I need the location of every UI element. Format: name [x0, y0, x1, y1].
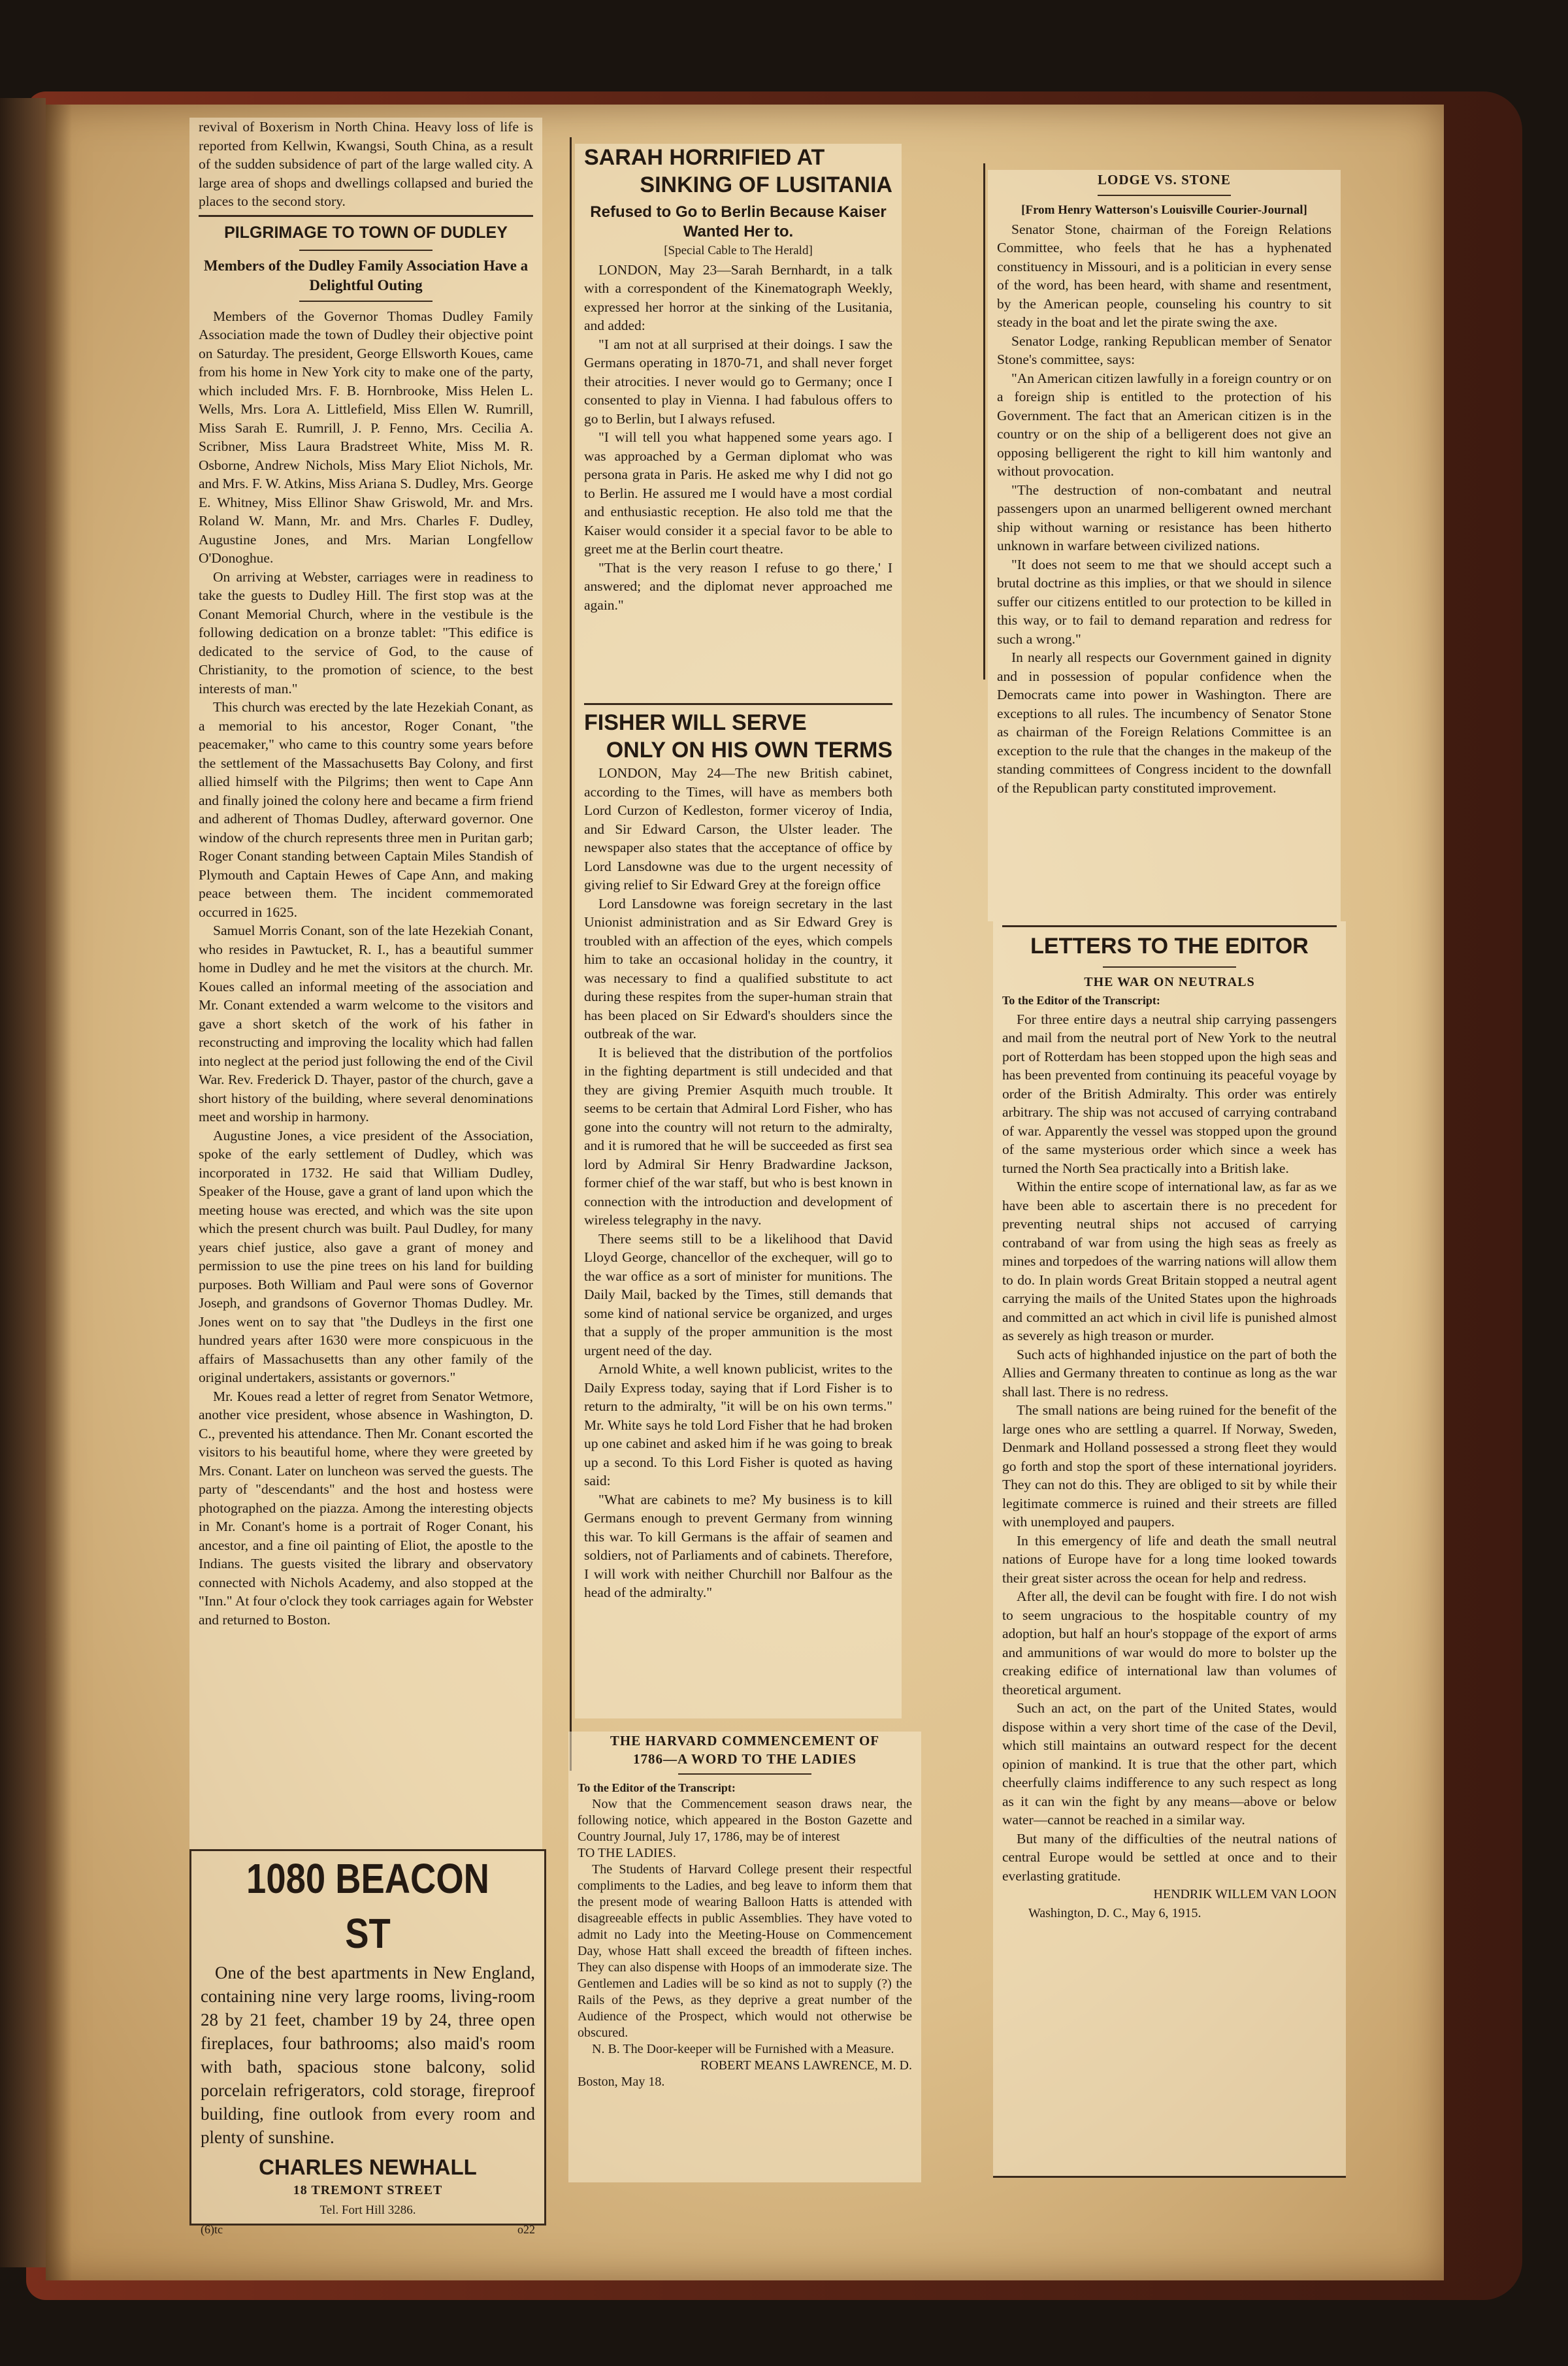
divider: [678, 1773, 812, 1775]
paragraph: "That is the very reason I refuse to go there,' I answered; and the diplomat never approached me again.": [584, 559, 892, 613]
paragraph: "An American citizen lawfully in a foreign country or on a foreign ship is entitled to the protection of his Government. The fact that an American citizen is in the country or on the ship of a belligerent does not give an opposing belligerent the right to kill him wantonly and without provocation.: [997, 370, 1331, 479]
ad-headline: 1080 BEACON ST: [246, 1855, 489, 1957]
divider: [299, 301, 433, 302]
paragraph: TO THE LADIES.: [578, 1846, 676, 1860]
ad-address: 18 TREMONT STREET: [293, 2183, 443, 2197]
headline-harvard-2: 1786—A WORD TO THE LADIES: [632, 1751, 857, 1767]
subhead-letters: THE WAR ON NEUTRALS: [1084, 975, 1255, 989]
divider: [1098, 195, 1232, 196]
column-text: [575, 144, 902, 614]
clipping-dudley: [189, 118, 542, 1849]
top-fragment: revival of Boxerism in North China. Heavy loss of life is reported from Kellwin, Kwangsi, South China, as a result of the sudden subsidence of part of the large walled city. A large area of shops and dwellings collapsed and buried the places to the second story.: [199, 119, 533, 209]
paragraph: "It does not seem to me that we should accept such a brutal doctrine as this implies, or that we should in silence suffer our citizens entitled to our protection to be killed in this way, or to fail to demand reparation and redress for such a wrong.": [997, 556, 1331, 647]
paragraph: The small nations are being ruined for the benefit of the large ones who are settling a quarrel. If Norway, Sweden, Denmark and Holland possessed a strong fleet they would go forth and stop the sport of these international joyriders. They can not do this. They are obliged to sit by while their legitimate commerce is ruined and their streets are filled with unemployed and paupers.: [1002, 1402, 1337, 1530]
column-text: [189, 118, 542, 1629]
ad-body: One of the best apartments in New England, containing nine very large rooms, living-room 28 by 21 feet, chamber 19 by 24, three open fireplaces, four bathrooms; also maid's room with bath, spacious stone balcony, solid porcelain refrigerators, cold storage, fireproof building, fine outlook from every room and plenty of sunshine.: [201, 1963, 535, 2147]
paragraph: The Students of Harvard College present their respectful compliments to the Ladies, and beg leave to inform them that the present mode of wearing Balloon Hatts is attended with disagreeable effects in public Assemblies. They have voted to admit no Lady into the Meeting-House on Commencement Day, whose Hatt shall exceed the breadth of fifteen inches. They can also dispense with Hoops of an immoderate size. The Gentlemen and Ladies will be so kind as not to supply (?) the Rails of the Pews, as they deprive a great number of the Audience of the Prospect, which would not otherwise be obscured.: [578, 1862, 912, 2040]
paragraph: Senator Lodge, ranking Republican member of Senator Stone's committee, says:: [997, 333, 1331, 367]
paragraph: Now that the Commencement season draws near, the following notice, which appeared in the Boston Gazette and Country Journal, July 17, 1786, may be of interest: [578, 1797, 912, 1844]
credit-sarah: [Special Cable to The Herald]: [664, 244, 813, 257]
paragraph: Samuel Morris Conant, son of the late Hezekiah Conant, who resides in Pawtucket, R. I., has a beautiful summer home in Dudley and he met the visitors at the church. Mr. Koues called an informal meeting of the association and Mr. Conant extended a warm welcome to the visitors and gave a short sketch of the work of his father in reconstructing and improving the locality which had fallen into neglect at the period just following the end of the Civil War. Rev. Frederick D. Thayer, pastor of the church, gave a short history of the building, where several denominations meet and worship in harmony.: [199, 923, 533, 1125]
headline-sarah-2: SINKING OF LUSITANIA: [640, 173, 892, 197]
headline-sarah-1: SARAH HORRIFIED AT: [584, 145, 825, 170]
letter-salutation: To the Editor of the Transcript:: [1002, 994, 1160, 1007]
paragraph: Augustine Jones, a vice president of the Association, spoke of the early settlement of Dudley, which was incorporated in 1732. He said that William Dudley, Speaker of the House, gave a grant of land upon which the meeting house was erected, and which was the site upon which the present church was built. Paul Dudley, for many years chief justice, also gave a grant of money and permission to use the pine trees on his land for building purposes. Both William and Paul were sons of Governor Joseph, and grandsons of Governor Thomas Dudley. Mr. Jones went on to say that "the Dudleys in the first one hundred years after 1630 were more conspicuous in the affairs of Massachusetts than any other family of the original undertakers, assistants or governors.": [199, 1127, 533, 1385]
headline-dudley: PILGRIMAGE TO TOWN OF DUDLEY: [224, 223, 508, 242]
column-text: [568, 1732, 921, 2090]
paragraph: "I will tell you what happened some years ago. I was approached by a German diplomat who was persona grata in Paris. He asked me why I did not go to Berlin. He assured me I would have a most cordial and enthusiastic reception. He also told me that the Kaiser would consider it a special favor to be able to greet me at the Berlin court theatre.: [584, 429, 892, 557]
paragraph: After all, the devil can be fought with fire. I do not wish to seem ungracious to the hospitable country of my adoption, but half an hour's stoppage of the export of arms and ammunitions of war would do more to bolster up the creaking edifice of international law than volumes of theoretical argument.: [1002, 1588, 1337, 1698]
headline-fisher-1: FISHER WILL SERVE: [584, 710, 807, 735]
paragraph: There seems still to be a likelihood that David Lloyd George, chancellor of the exchequer, will go to the war office as a sort of minister for munitions. The Daily Mail, backed by the Times, still demands that some kind of national service be organized, and urges that a supply of the proper ammunition is the most urgent need of the day.: [584, 1230, 892, 1358]
divider: [584, 703, 892, 705]
paragraph: Senator Stone, chairman of the Foreign Relations Committee, who feels that he has a hyphenated constituency in Missouri, and is a politician in every sense of the word, has been heard, with shame and resentment, by the American people, counseling his country to sit steady in the boat and let the pirate swing the axe.: [997, 221, 1331, 330]
paragraph: N. B. The Door-keeper will be Furnished with a Measure.: [592, 2042, 894, 2056]
ad-num: o22: [517, 2223, 535, 2236]
column-text: [988, 170, 1341, 797]
ad-codes: [201, 2222, 535, 2237]
paragraph: Such acts of highhanded injustice on the part of both the Allies and Germany threaten to continue as long as the war shall last. There is no redress.: [1002, 1346, 1337, 1400]
headline-letters: LETTERS TO THE EDITOR: [1030, 934, 1309, 959]
dateline-letters: Washington, D. C., May 6, 1915.: [1028, 1905, 1201, 1920]
paragraph: "I am not at all surprised at their doings. I saw the Germans operating in 1870-71, and shall never forget their atrocities. I never would go to Germany; once I consented to play in Vienna. I had fabulous offers to go to Berlin, but I always refused.: [584, 336, 892, 427]
divider: [299, 250, 433, 251]
ad-agent: CHARLES NEWHALL: [259, 2155, 477, 2179]
headline-lodge: LODGE VS. STONE: [1098, 172, 1231, 188]
page-edge: [0, 98, 46, 2267]
ad-text: [191, 1851, 544, 2237]
letter-salutation: To the Editor of the Transcript:: [578, 1781, 736, 1794]
column-rule: [570, 137, 572, 1771]
signature-letters: HENDRIK WILLEM VAN LOON: [1153, 1887, 1337, 1901]
paragraph: LONDON, May 23—Sarah Bernhardt, in a talk with a correspondent of the Kinematograph Weekly, expressed her horror at the sinking of the Lusitania, and added:: [584, 261, 892, 333]
column-text: [993, 925, 1346, 1922]
ad-tel: Tel. Fort Hill 3286.: [319, 2203, 416, 2217]
paragraph: LONDON, May 24—The new British cabinet, according to the Times, will have as members both Lord Curzon of Kedleston, former viceroy of India, and Sir Edward Carson, the Ulster leader. The newspaper also states that the acceptance of office by Lord Lansdowne was due to the urgent necessity of giving relief to Sir Edward Grey at the foreign office: [584, 765, 892, 893]
paragraph: "What are cabinets to me? My business is to kill Germans enough to prevent Germany from winning this war. To kill Germans is the affair of seamen and soldiers, not of Parliaments and of cabinets. Therefore, I will work with neither Churchill nor Balfour as the head of the admiralty.": [584, 1491, 892, 1600]
clipping-sarah: [575, 144, 902, 699]
paragraph: Lord Lansdowne was foreign secretary in the last Unionist administration and as Sir Edward Grey is troubled with an affection of the eyes, which compels him to take an occasional holiday in the country, it was necessary to find a qualified substitute to act during these respites from the super-human strain that has been placed on Sir Edward's shoulders since the outbreak of the war.: [584, 895, 892, 1042]
headline-harvard-1: THE HARVARD COMMENCEMENT OF: [610, 1733, 880, 1749]
paragraph: On arriving at Webster, carriages were in readiness to take the guests to Dudley Hill. The first stop was at the Conant Memorial Church, where in the vestibule is the following dedication on a bronze tablet: "This edifice is dedicated to the service of God, to the cause of Christianity, to the promotion of science, to the best interests of man.": [199, 568, 533, 697]
paragraph: Arnold White, a well known publicist, writes to the Daily Express today, saying that if Lord Fisher is to return to the admiralty, "it will be on his own terms." Mr. White says he told Lord Fisher that he had broken up one cabinet and asked him if he was going to break up a second. To this Lord Fisher is quoted as having said:: [584, 1361, 892, 1488]
paragraph: Mr. Koues read a letter of regret from Senator Wetmore, another vice president, whose absence in Washington, D. C., prevented his attendance. Then Mr. Conant escorted the visitors to his beautiful home, where they were greeted by Mrs. Conant. Later on luncheon was served the guests. The party of "descendants" and the host and hostess were photographed on the piazza. Among the interesting objects in Mr. Conant's home is a portrait of Roger Conant, his ancestor, and a fine oil painting of Eliot, the apostle to the Indians. The guests visited the library and observatory connected with Nichols Academy, and also stopped at the "Inn." At four o'clock they took carriages again for Webster and returned to Boston.: [199, 1388, 533, 1628]
signature-harvard: ROBERT MEANS LAWRENCE, M. D.: [700, 2058, 912, 2073]
paragraph: In nearly all respects our Government gained in dignity and in possession of popular confidence when the Democrats came into power in Washington. There are exceptions to all rules. The incumbency of Senator Stone as chairman of the Foreign Relations Committee is an exception to the rule that the changes in the makeup of the standing committees of Congress incident to the downfall of the Republican party constituted improvement.: [997, 649, 1331, 796]
credit-lodge: [From Henry Watterson's Louisville Courier-Journal]: [1021, 203, 1307, 217]
column-text: [575, 703, 902, 1602]
divider: [1103, 966, 1237, 968]
clipping-lodge: [988, 170, 1341, 921]
clipping-harvard: [568, 1732, 921, 2182]
dateline-harvard: Boston, May 18.: [578, 2075, 665, 2089]
subhead-dudley: Members of the Dudley Family Association Have a Delightful Outing: [203, 257, 529, 293]
page-gutter-shadow: [46, 105, 72, 2280]
clipping-letters: [993, 921, 1346, 2178]
paragraph: This church was erected by the late Hezekiah Conant, as a memorial to his ancestor, Roger Conant, "the peacemaker," who came to this country some years before the settlement of the Massachusetts Bay Colony, and first allied himself with the Pilgrims; then went to Cape Ann and finally joined the colony here and became a firm friend and adherent of Thomas Dudley, afterward governor. One window of the church represents three men in Puritan garb; Roger Conant standing between Captain Miles Standish of Plymouth and Captain Hewes of Cape Ann, and making peace between them. The incident commemorated occurred in 1625.: [199, 699, 533, 920]
paragraph: But many of the difficulties of the neutral nations of central Europe would be settled at once and to their everlasting gratitude.: [1002, 1830, 1337, 1884]
paragraph: In this emergency of life and death the small neutral nations of Europe have for a long time looked towards their great sister across the ocean for help and redress.: [1002, 1532, 1337, 1586]
paragraph: Such an act, on the part of the United States, would dispose within a very short time of the case of the Devil, which still maintains an outward respect for the decent opinion of mankind. It is true that the other part, which cheerfully claims indifference to any such respect as long as it can win the fight by any means—above or below water—cannot be reached in a similar way.: [1002, 1700, 1337, 1828]
subhead-sarah: Refused to Go to Berlin Because Kaiser Wanted Her to.: [590, 203, 887, 240]
ad-code: (6)tc: [201, 2223, 223, 2236]
column-rule: [983, 163, 985, 680]
headline-fisher-2: ONLY ON HIS OWN TERMS: [606, 738, 892, 763]
paragraph: It is believed that the distribution of the portfolios in the fighting department is still undecided and that they are giving Premier Asquith much trouble. It seems to be certain that Admiral Lord Fisher, who has gone into the country will not return to the admiralty, and it is rumored that he will be succeeded as first sea lord by Admiral Sir Henry Bradwardine Jackson, former chief of the war staff, but who is best known in connection with the introduction and development of wireless telegraphy in the navy.: [584, 1044, 892, 1228]
paragraph: "The destruction of non-combatant and neutral passengers upon an unarmed belligerent owned merchant ship without warning or resistance has been hitherto unknown in warfare between civilized nations.: [997, 482, 1331, 553]
paragraph: For three entire days a neutral ship carrying passengers and mail from the neutral port of New York to the neutral port of Rotterdam has been stopped upon the high seas and has been prevented from continuing its peaceful voyage by order of the British Admiralty. This order was entirely arbitrary. The ship was not accused of carrying contraband of war. Apparently the vessel was stopped upon the ground of the same mysterious order which since a week has turned the North Sea practically into a British lake.: [1002, 1011, 1337, 1176]
paragraph: Within the entire scope of international law, as far as we have been able to ascertain there is no precedent for preventing neutral ships not accused of carrying contraband of war from using the high seas as freely as mines and torpedoes of the warring nations will allow them to do. In plain words Great Britain stopped a neutral agent carrying the mails of the United States upon the highroads and committed an act which in civil life is punished almost as severely as high treason or murder.: [1002, 1179, 1337, 1343]
divider: [199, 215, 533, 217]
clipping-fisher: [575, 699, 902, 1718]
clipping-beacon-ad: [189, 1849, 546, 2236]
divider: [1002, 925, 1337, 927]
paragraph: Members of the Governor Thomas Dudley Family Association made the town of Dudley their objective point on Saturday. The president, George Ellsworth Koues, came from his home in New York city to make one of the party, which included Mrs. F. B. Hornbrooke, Miss Helen L. Wells, Mrs. Lora A. Littlefield, Miss Ellen W. Rumrill, Miss Sarah E. Rumrill, J. P. Fenno, Mrs. Cecilia A. Scribner, Miss Laura Bradstreet White, Miss M. R. Osborne, Andrew Nichols, Miss Mary Eliot Nichols, Mr. and Mrs. F. W. Atkins, Miss Ariana S. Dudley, Mrs. George E. Whitney, Miss Ellinor Shaw Griswold, Mr. and Mrs. Roland W. Mann, Mr. and Mrs. Charles F. Dudley, Augustine Jones, and Mrs. Marian Longfellow O'Donoghue.: [199, 308, 533, 566]
